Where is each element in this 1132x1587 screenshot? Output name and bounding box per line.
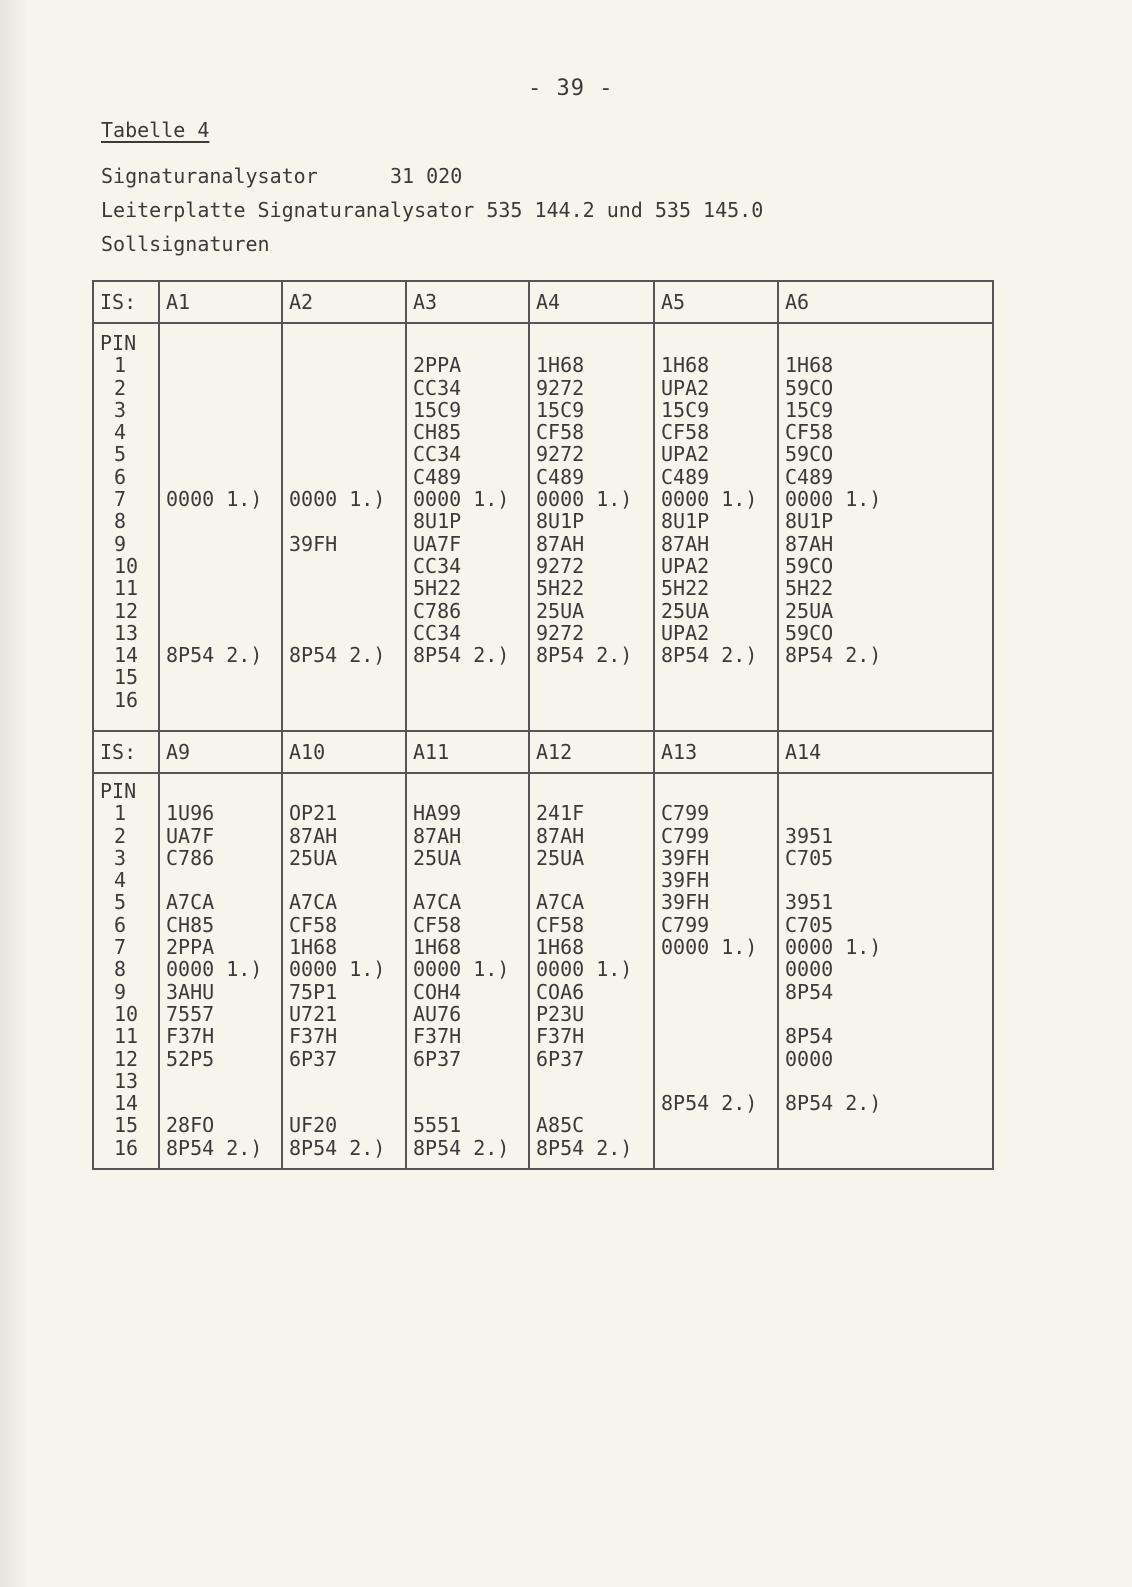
signature-value: 15C9 [536,397,585,422]
cell-spacer [661,332,777,354]
signature-value: 8P54 2.) [166,643,263,668]
signature-column-a12 [529,773,654,1169]
signature-value: UPA2 [661,442,710,467]
pin-number: 3 [114,845,127,870]
signature-value: 8U1P [413,509,462,534]
column-header-a4: A4 [529,281,654,323]
signature-value: 25UA [785,598,834,623]
signature-value: 1H68 [536,935,585,960]
signature-column-a3 [406,323,529,731]
signature-value: F37H [289,1024,338,1049]
cell-spacer [785,332,992,354]
signature-value: CC34 [413,620,462,645]
signature-value: 0000 1.) [536,487,633,512]
cell-spacer [536,780,653,802]
signature-value: 8P54 2.) [536,643,633,668]
signature-value: 1H68 [413,935,462,960]
signature-value: 3951 [785,823,834,848]
signature-value [661,1070,777,1092]
signature-value: U721 [289,1001,338,1026]
signature-value: 8P54 2.) [536,1135,633,1160]
signature-value [536,1070,653,1092]
signature-value: C799 [661,823,710,848]
pin-number: 11 [114,1024,139,1049]
signature-value: 59CO [785,442,834,467]
signature-value: C799 [661,801,710,826]
signature-value: 8U1P [785,509,834,534]
header-line-board: Leiterplatte Signaturanalysator 535 144.2 und 535 145.0 [101,198,764,222]
signature-value: 0000 1.) [785,935,882,960]
signature-value: 87AH [661,531,710,556]
signature-value [289,577,405,599]
signature-value: C705 [785,912,834,937]
signature-value: 3AHU [166,979,215,1004]
signature-value [289,869,405,891]
signature-value [289,399,405,421]
signature-value [785,869,992,891]
signature-column-a10 [282,773,406,1169]
pin-number: 12 [114,598,139,623]
header-line-target-signatures: Sollsignaturen [101,232,270,256]
signature-value: 9272 [536,553,585,578]
column-header-a10: A10 [282,731,406,773]
pin-number: 14 [114,1091,139,1116]
cell-spacer [289,780,405,802]
pin-number: 6 [114,912,127,937]
signature-value [166,1092,281,1114]
signature-value: 15C9 [413,397,462,422]
signature-value: 0000 1.) [536,957,633,982]
signature-value: 0000 1.) [661,487,758,512]
pin-number: 13 [114,620,139,645]
signature-value [413,666,528,688]
signature-value: C489 [785,464,834,489]
signature-value: 8P54 2.) [289,1135,386,1160]
signature-value: 9272 [536,442,585,467]
is-label-cell: IS: [93,731,159,773]
signature-value: CF58 [536,912,585,937]
signature-value: 8P54 2.) [661,643,758,668]
signature-value: 0000 1.) [413,487,510,512]
signature-value: 0000 1.) [289,957,386,982]
signature-column-a13 [654,773,778,1169]
signature-value: C489 [413,464,462,489]
signature-value [289,666,405,688]
signature-value: 39FH [289,531,338,556]
signature-value [661,1048,777,1070]
signature-value: CF58 [289,912,338,937]
signature-value [289,1070,405,1092]
signature-value [289,510,405,532]
signature-value: 8P54 2.) [661,1091,758,1116]
signature-value: CF58 [536,420,585,445]
signature-value [166,510,281,532]
signature-value [785,1137,992,1159]
signature-value: 28FO [166,1113,215,1138]
signature-value: CH85 [413,420,462,445]
signature-value [661,1114,777,1136]
signature-value: UA7F [413,531,462,556]
signature-value: F37H [536,1024,585,1049]
signature-value: 52P5 [166,1046,215,1071]
signature-value: 87AH [289,823,338,848]
signature-value [536,1092,653,1114]
pin-number: 6 [114,464,127,489]
signature-value: AU76 [413,1001,462,1026]
column-header-a12: A12 [529,731,654,773]
signature-value: C705 [785,845,834,870]
column-header-a1: A1 [159,281,282,323]
pin-number: 8 [114,957,127,982]
device-number: 31 020 [390,164,463,188]
signature-value: HA99 [413,801,462,826]
signature-value: OP21 [289,801,338,826]
pin-number: 9 [114,531,127,556]
signature-value [661,1025,777,1047]
pin-number: 9 [114,979,127,1004]
signature-value [661,958,777,980]
signature-value: A7CA [413,890,462,915]
signature-value: 241F [536,801,585,826]
column-header-a3: A3 [406,281,529,323]
signature-column-a1 [159,323,282,731]
signature-value: 1H68 [536,353,585,378]
signature-value [289,1092,405,1114]
pin-number: 16 [114,687,139,712]
signature-value: UPA2 [661,620,710,645]
pin-label: PIN [100,779,137,803]
signature-value: 39FH [661,868,710,893]
column-header-a13: A13 [654,731,778,773]
signature-value [785,1114,992,1136]
column-header-a2: A2 [282,281,406,323]
signature-value: 15C9 [661,397,710,422]
signature-value: 87AH [785,531,834,556]
signature-value: 8U1P [536,509,585,534]
signature-value: F37H [413,1024,462,1049]
signature-value [785,1003,992,1025]
signature-value [289,689,405,711]
signature-value [289,466,405,488]
signature-value [661,1003,777,1025]
signature-value: CC34 [413,442,462,467]
signature-value: 9272 [536,620,585,645]
pin-number: 12 [114,1046,139,1071]
signature-value: 25UA [536,845,585,870]
pin-number: 11 [114,576,139,601]
signature-value [166,622,281,644]
signature-value: 8P54 2.) [785,1091,882,1116]
page-number: - 39 - [528,76,614,101]
signature-value: 0000 1.) [166,957,263,982]
pin-number: 16 [114,1135,139,1160]
signature-value: COA6 [536,979,585,1004]
signature-column-a9 [159,773,282,1169]
signature-value: 2PPA [166,935,215,960]
cell-spacer [166,780,281,802]
signature-value: UPA2 [661,375,710,400]
signature-value: 75P1 [289,979,338,1004]
signature-value: 0000 1.) [661,935,758,960]
signature-value: COH4 [413,979,462,1004]
signature-value: 1U96 [166,801,215,826]
pin-number: 10 [114,1001,139,1026]
signature-value: 0000 1.) [166,487,263,512]
signature-column-a5 [654,323,778,731]
signature-value: C786 [166,845,215,870]
pin-number: 1 [114,353,127,378]
signature-value: A7CA [289,890,338,915]
signature-value: A7CA [166,890,215,915]
pin-number: 13 [114,1068,139,1093]
signature-value: 8P54 [785,979,834,1004]
table-header-row [93,731,993,773]
signature-value: 59CO [785,553,834,578]
signature-value [166,377,281,399]
signature-column-a4 [529,323,654,731]
signature-value: 8P54 2.) [289,643,386,668]
signature-value: 8P54 2.) [785,643,882,668]
signature-value: 39FH [661,890,710,915]
signature-column-a6 [778,323,993,731]
signature-value [785,1070,992,1092]
signature-value [166,399,281,421]
signature-value [413,869,528,891]
signature-value [661,666,777,688]
signature-value: F37H [166,1024,215,1049]
signature-value [166,421,281,443]
signature-value: 87AH [413,823,462,848]
signature-value [413,1070,528,1092]
signature-value: 3951 [785,890,834,915]
pin-number: 8 [114,509,127,534]
signature-value [661,689,777,711]
signature-value [166,666,281,688]
cell-spacer [166,332,281,354]
cell-spacer [289,332,405,354]
pin-number: 14 [114,643,139,668]
signature-value: 25UA [536,598,585,623]
pin-number: 4 [114,868,127,893]
signature-value: 5H22 [413,576,462,601]
signature-column-a2 [282,323,406,731]
signature-value: 39FH [661,845,710,870]
signature-value: CC34 [413,375,462,400]
pin-number: 7 [114,487,127,512]
table-title: Tabelle 4 [101,118,210,142]
pin-label: PIN [100,331,137,355]
table-body-row [93,773,993,1169]
signature-value: CF58 [785,420,834,445]
signature-value: 6P37 [289,1046,338,1071]
signature-value: 59CO [785,375,834,400]
signature-table [92,280,994,1170]
column-header-a14: A14 [778,731,993,773]
table-body-row [93,323,993,731]
cell-spacer [413,780,528,802]
signature-value [536,869,653,891]
signature-value [413,1092,528,1114]
pin-number: 5 [114,890,127,915]
signature-value: UA7F [166,823,215,848]
signature-value: 1H68 [785,353,834,378]
pin-number: 2 [114,823,127,848]
column-header-a9: A9 [159,731,282,773]
column-header-a5: A5 [654,281,778,323]
page-edge-shadow [0,0,28,1587]
signature-value: 0000 1.) [289,487,386,512]
signature-value [661,1137,777,1159]
signature-value: 0000 1.) [785,487,882,512]
signature-value: C786 [413,598,462,623]
signature-value: 0000 [785,957,834,982]
signature-value [166,555,281,577]
signature-value [536,666,653,688]
signature-value: 8P54 2.) [413,643,510,668]
signature-value: CH85 [166,912,215,937]
signature-value: 5H22 [785,576,834,601]
signature-value [166,533,281,555]
device-label: Signaturanalysator [101,164,318,188]
cell-spacer [413,332,528,354]
pin-number: 15 [114,1113,139,1138]
signature-value: 6P37 [536,1046,585,1071]
signature-value [536,689,653,711]
column-header-a11: A11 [406,731,529,773]
signature-value [289,622,405,644]
signature-value [289,421,405,443]
signature-value: 87AH [536,823,585,848]
signature-value: UF20 [289,1113,338,1138]
signature-value [289,377,405,399]
signature-value: CF58 [661,420,710,445]
signature-value [413,689,528,711]
signature-value: CC34 [413,553,462,578]
pin-number: 10 [114,553,139,578]
signature-value [166,577,281,599]
signature-value: 8P54 2.) [413,1135,510,1160]
signature-value: 8P54 2.) [166,1135,263,1160]
signature-value: 1H68 [661,353,710,378]
signature-value: CF58 [413,912,462,937]
signature-value: 7557 [166,1001,215,1026]
pin-column [93,773,159,1169]
signature-value: 0000 1.) [413,957,510,982]
column-header-a6: A6 [778,281,993,323]
cell-spacer [785,780,992,802]
pin-number: 15 [114,665,139,690]
signature-value [166,1070,281,1092]
pin-column [93,323,159,731]
signature-value: C489 [536,464,585,489]
pin-number: 7 [114,935,127,960]
signature-value: 5H22 [536,576,585,601]
signature-value [785,802,992,824]
signature-value: P23U [536,1001,585,1026]
signature-value [166,689,281,711]
signature-value: 87AH [536,531,585,556]
signature-value: 6P37 [413,1046,462,1071]
signature-value: C799 [661,912,710,937]
signature-column-a14 [778,773,993,1169]
cell-spacer [536,332,653,354]
pin-number: 4 [114,420,127,445]
pin-number: 3 [114,397,127,422]
signature-value: 15C9 [785,397,834,422]
signature-value [785,689,992,711]
signature-value [166,600,281,622]
is-label-cell: IS: [93,281,159,323]
signature-value [289,443,405,465]
signature-value: A7CA [536,890,585,915]
signature-value: 2PPA [413,353,462,378]
signature-value [289,354,405,376]
signature-value: 25UA [661,598,710,623]
signature-value: A85C [536,1113,585,1138]
signature-value: UPA2 [661,553,710,578]
signature-value [166,354,281,376]
table-header-row [93,281,993,323]
signature-value: 5551 [413,1113,462,1138]
signature-value: 8U1P [661,509,710,534]
signature-value [166,443,281,465]
signature-column-a11 [406,773,529,1169]
pin-number: 5 [114,442,127,467]
signature-value [661,981,777,1003]
signature-value [166,466,281,488]
cell-spacer [661,780,777,802]
signature-value [289,600,405,622]
header-line-device [101,164,462,188]
signature-value: 59CO [785,620,834,645]
signature-value [289,555,405,577]
signature-value: C489 [661,464,710,489]
signature-value [166,869,281,891]
pin-number: 2 [114,375,127,400]
signature-value: 0000 [785,1046,834,1071]
pin-number: 1 [114,801,127,826]
signature-value: 5H22 [661,576,710,601]
signature-value: 8P54 [785,1024,834,1049]
signature-value: 25UA [413,845,462,870]
signature-value: 1H68 [289,935,338,960]
signature-value: 9272 [536,375,585,400]
signature-value: 25UA [289,845,338,870]
signature-value [785,666,992,688]
